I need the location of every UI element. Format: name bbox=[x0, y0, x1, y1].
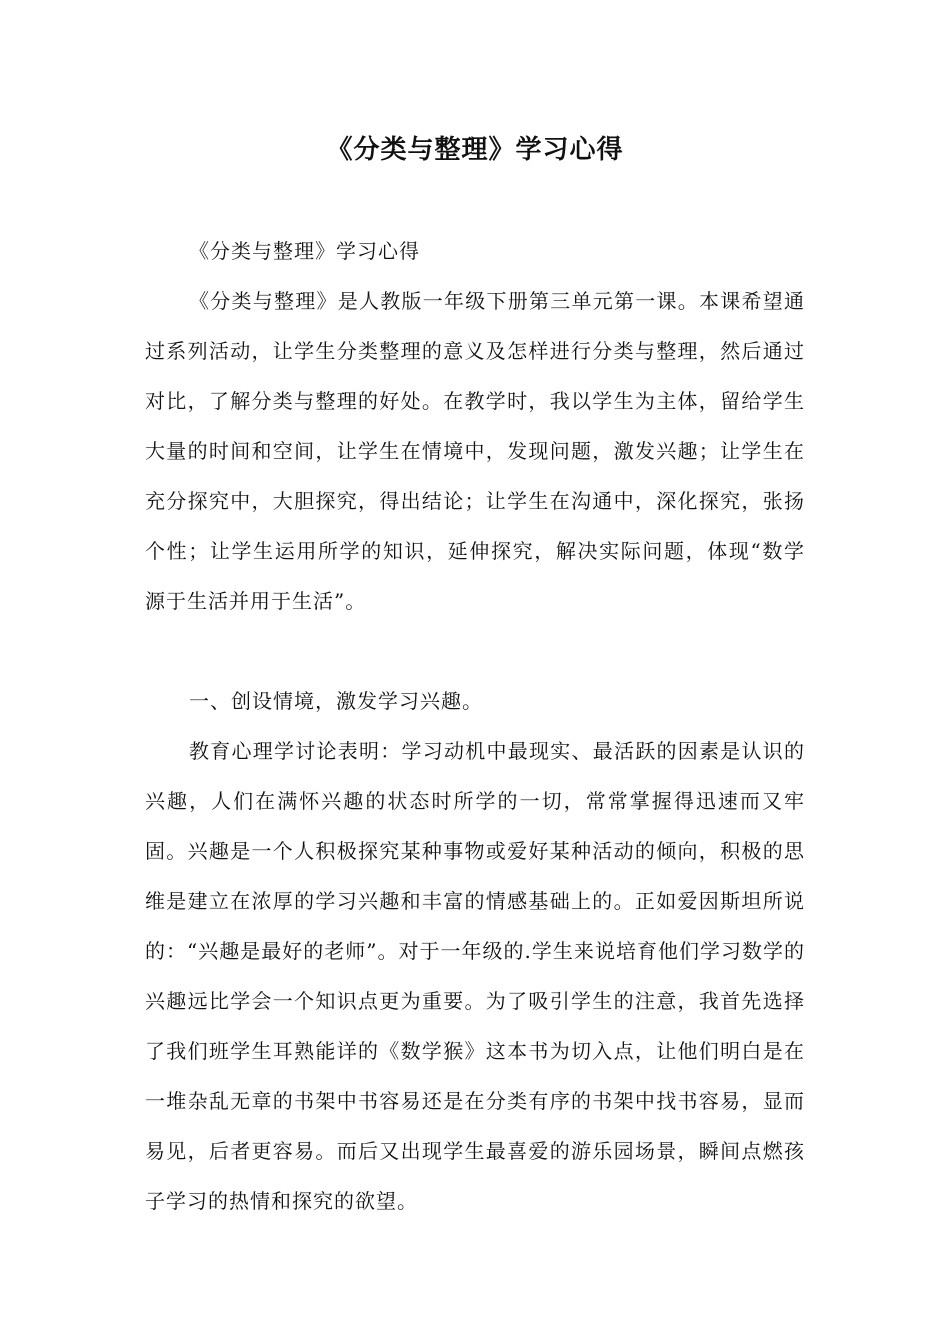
intro-paragraph: 《分类与整理》是人教版一年级下册第三单元第一课。本课希望通过系列活动，让学生分类整理的意义及怎样进行分类与整理，然后通过对比，了解分类与整理的好处。在教学时，我以学生为主体，留给学生大量的时间和空间，让学生在情境中，发现问题，激发兴趣；让学生在充分探究中，大胆探究，得出结论；让学生在沟通中，深化探究，张扬个性；让学生运用所学的知识，延伸探究，解决实际问题，体现“数学源于生活并用于生活”。 bbox=[145, 289, 805, 613]
body-paragraph: 教育心理学讨论表明：学习动机中最现实、最活跃的因素是认识的兴趣，人们在满怀兴趣的状态时所学的一切，常常掌握得迅速而又牢固。兴趣是一个人积极探究某种事物或爱好某种活动的倾向，积极的思维是建立在浓厚的学习兴趣和丰富的情感基础上的。正如爱因斯坦所说的：“兴趣是最好的老师”。对于一年级的.学生来说培育他们学习数学的兴趣远比学会一个知识点更为重要。为了吸引学生的注意，我首先选择了我们班学生耳熟能详的《数学猴》这本书为切入点，让他们明白是在一堆杂乱无章的书架中书容易还是在分类有序的书架中找书容易，显而易见，后者更容易。而后又出现学生最喜爱的游乐园场景，瞬间点燃孩子学习的热情和探究的欲望。 bbox=[145, 739, 805, 1213]
section-heading: 一、创设情境，激发学习兴趣。 bbox=[189, 689, 483, 713]
document-title: 《分类与整理》学习心得 bbox=[326, 135, 624, 165]
subtitle-paragraph: 《分类与整理》学习心得 bbox=[189, 239, 420, 263]
paragraph-gap bbox=[145, 626, 805, 676]
document-body bbox=[145, 226, 805, 1226]
